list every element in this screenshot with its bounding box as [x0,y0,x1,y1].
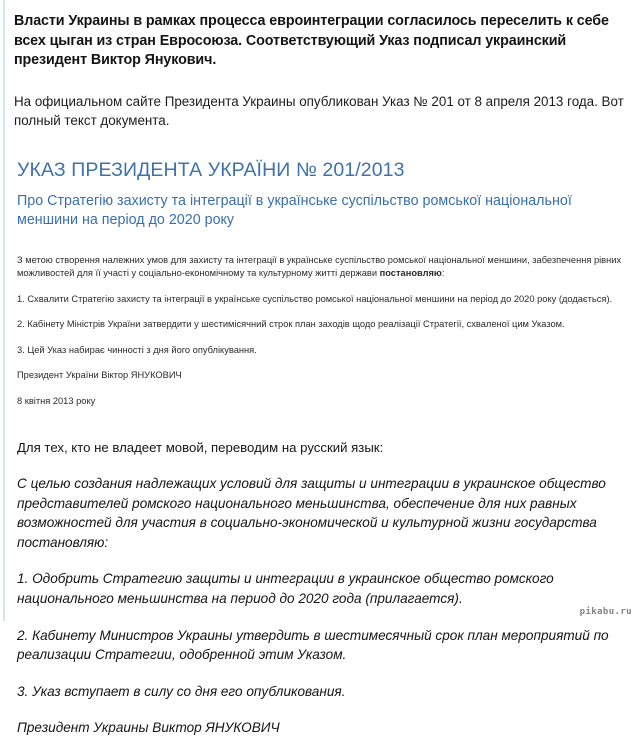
translation-preamble: С целью создания надлежащих условий для защиты и интеграции в украинское общество представителей ромского национального меньшинства, обеспечение для них равных возможностей для участия в социально-экономической и культурной жизни государства постановляю: [17,476,606,550]
pikabu-watermark: pikabu.ru [579,607,632,617]
decree-date: 8 квітня 2013 року [17,395,96,406]
translation-body-russian [17,474,625,738]
intro-bold-paragraph: Власти Украины в рамках процесса евроинтеграции согласилось переселить к себе всех цыган из стран Евросоюза. Соответствующий Указ подписал украинский президент Виктор Янукович. [14,13,609,68]
decree-preamble-text: З метою створення належних умов для захисту та інтеграції в українське суспільство ромської національної меншини, забезпечення рівних можливостей для її участі у соціально-економічному та культурному житті держави [17,254,622,278]
translation-signature: Президент Украины Виктор ЯНУКОВИЧ [17,720,280,736]
decree-preamble [17,254,625,281]
decree-preamble-keyword: постановляю [379,268,442,278]
decree-subtitle: Про Стратегію захисту та інтеграції в українське суспільство ромської національної меншини на період до 2020 року [17,192,572,228]
intro-lead-paragraph: На официальном сайте Президента Украины опубликован Указ № 201 от 8 апреля 2013 года. Вот полный текст документа. [14,93,624,128]
decree-item-1: 1. Схвалити Стратегію захисту та інтеграції в українське суспільство ромської національної меншини на період до 2020 року (додається). [17,293,613,304]
translation-item-2: 2. Кабинету Министров Украины утвердить в шестимесячный срок план мероприятий по реализации Стратегии, одобренной этим Указом. [17,627,609,663]
decree-item-2: 2. Кабінету Міністрів України затвердити у шестимісячний строк план заходів щодо реалізації Стратегії, схваленої цим Указом. [17,319,565,329]
decree-item-3: 3. Цей Указ набирає чинності з дня його опублікування. [17,344,257,355]
decree-body-ukrainian [17,254,625,409]
translation-item-3: 3. Указ вступает в силу со дня его опубликования. [17,683,346,699]
translation-intro: Для тех, кто не владеет мовой, переводим на русский язык: [17,440,384,455]
decree-signature: Президент України Віктор ЯНУКОВИЧ [17,370,182,380]
translation-item-1: 1. Одобрить Стратегию защиты и интеграции в украинское общество ромского национального меньшинства на период до 2020 года (прилагается). [17,571,554,606]
decree-preamble-tail: : [441,268,445,278]
decree-title: УКАЗ ПРЕЗИДЕНТА УКРАЇНИ № 201/2013 [17,158,405,181]
